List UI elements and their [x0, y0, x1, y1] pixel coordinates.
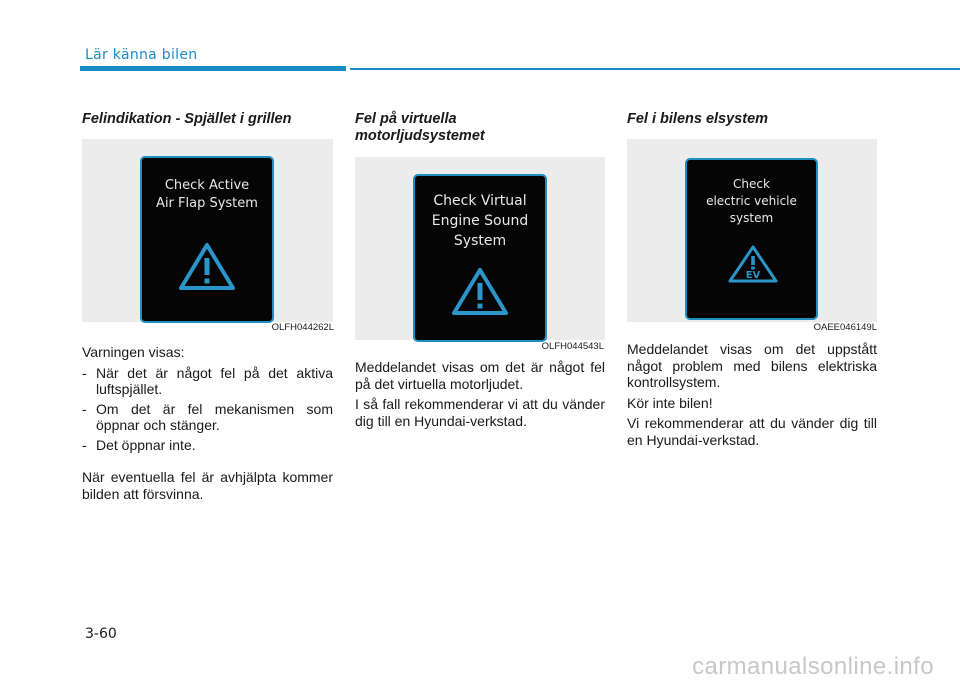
dash-mark: - — [82, 364, 87, 381]
screen-message-air-flap: Check Active Air Flap System — [156, 178, 258, 211]
warning-triangle-icon — [178, 241, 236, 291]
column-air-flap — [82, 111, 333, 128]
column-ev-system — [627, 111, 878, 128]
figure-ev-system — [627, 139, 877, 322]
heading-ev-system: Fel i bilens elsystem — [627, 111, 769, 127]
cluster-screen-virtual-sound — [413, 174, 547, 342]
section-title: Lär känna bilen — [85, 47, 198, 63]
list-item — [82, 401, 333, 434]
intro-text: Varningen visas: — [82, 344, 185, 360]
paragraph: Meddelandet visas om det är något fel på det virtuella motorljudet. — [355, 359, 605, 392]
cluster-screen-air-flap — [140, 156, 274, 323]
list-item-text: Om det är fel mekanismen som öppnar och stänger. — [96, 400, 333, 433]
figure-code-virtual-sound: OLFH044543L — [541, 341, 604, 352]
list-item — [82, 365, 333, 398]
screen-message-virtual-sound: Check Virtual Engine Sound System — [431, 193, 529, 249]
figure-code-ev-system: OAEE046149L — [813, 322, 877, 333]
heading-virtual-sound: Fel på virtuella motorljudsystemet — [355, 111, 485, 144]
figure-virtual-sound — [355, 157, 605, 340]
watermark: carmanualsonline.info — [692, 653, 934, 680]
list-item — [82, 437, 333, 454]
heading-air-flap: Felindikation - Spjället i grillen — [82, 111, 292, 127]
body-ev-system — [627, 341, 877, 452]
figure-code-air-flap: OLFH044262L — [271, 322, 334, 333]
body-virtual-sound — [355, 359, 605, 433]
ev-label: EV — [745, 270, 761, 281]
warning-triangle-icon — [451, 266, 509, 316]
dash-mark: - — [82, 436, 87, 453]
paragraph: Kör inte bilen! — [627, 394, 713, 411]
paragraph: Meddelandet visas om det uppstått något problem med bilens elektriska kontrollsystem. — [627, 341, 877, 390]
body-air-flap — [82, 344, 333, 506]
page-number: 3-60 — [85, 626, 117, 642]
dash-mark: - — [82, 400, 87, 417]
screen-message-ev-system: Check electric vehicle system — [706, 177, 797, 225]
column-virtual-sound — [355, 111, 606, 145]
list-item-text: När det är något fel på det aktiva luftspjället. — [96, 364, 333, 397]
figure-air-flap — [82, 139, 333, 322]
cluster-screen-ev-system — [685, 158, 818, 320]
header-rule-thin — [350, 68, 960, 70]
header-rule-thick — [80, 66, 346, 71]
paragraph: Vi rekommenderar att du vänder dig till en Hyundai-verkstad. — [627, 415, 877, 448]
list-item-text: Det öppnar inte. — [96, 436, 196, 453]
outro-text: När eventuella fel är avhjälpta kommer bilden att försvinna. — [82, 469, 333, 502]
paragraph: I så fall rekommenderar vi att du vänder dig till en Hyundai-verkstad. — [355, 396, 605, 429]
